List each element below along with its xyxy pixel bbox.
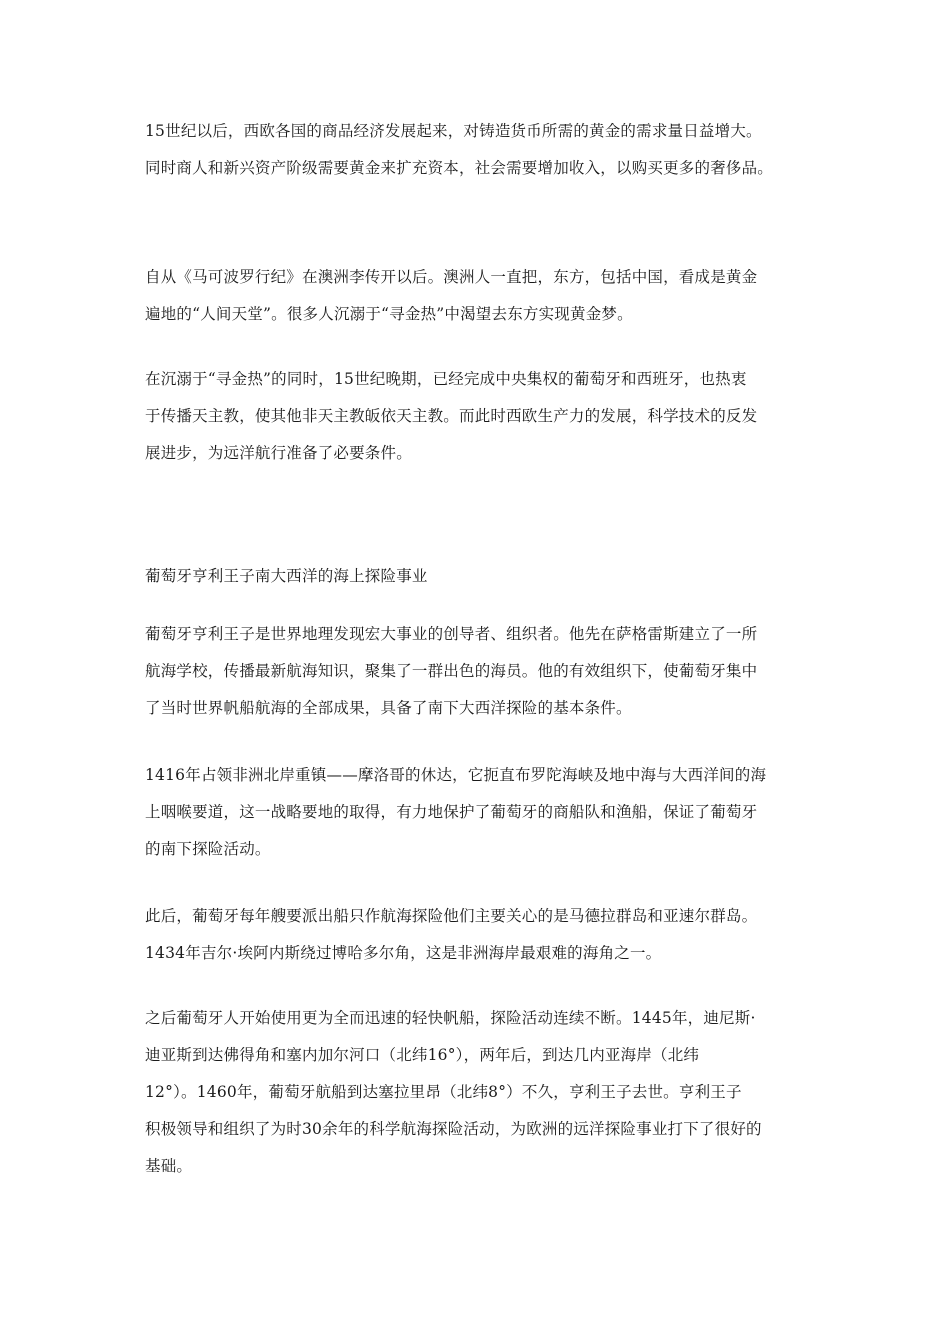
text-line: 12°）。1460年，葡萄牙航船到达塞拉里昂（北纬8°）不久，亨利王子去世。亨利王子 (145, 1083, 742, 1101)
text-line: 了当时世界帆船航海的全部成果，具备了南下大西洋探险的基本条件。 (145, 699, 632, 717)
text-line: 展进步，为远洋航行准备了必要条件。 (145, 444, 412, 462)
text-line: 在沉溺于“寻金热”的同时，15世纪晚期，已经完成中央集权的葡萄牙和西班牙，也热衷 (145, 370, 747, 388)
paragraph-gold-demand (145, 116, 810, 184)
paragraph-prince-henry (145, 619, 810, 724)
section-heading (145, 561, 810, 592)
text-line: 积极领导和组织了为时30余年的科学航海探险活动，为欧洲的远洋探险事业打下了很好的 (145, 1120, 762, 1138)
text-line: 基础。 (145, 1157, 193, 1175)
text-line: 1416年占领非洲北岸重镇——摩洛哥的休达，它扼直布罗陀海峡及地中海与大西洋间的海 (145, 766, 767, 784)
text-line: 迪亚斯到达佛得角和塞内加尔河口（北纬16°），两年后，到达几内亚海岸（北纬 (145, 1046, 700, 1064)
text-line: 葡萄牙亨利王子是世界地理发现宏大事业的创导者、组织者。他先在萨格雷斯建立了一所 (145, 625, 758, 643)
paragraph-caravels (145, 1003, 810, 1182)
text-line: 15世纪以后，西欧各国的商品经济发展起来，对铸造货币所需的黄金的需求量日益增大。 (145, 122, 762, 140)
paragraph-ceuta (145, 760, 810, 865)
text-line: 此后，葡萄牙每年艘要派出船只作航海探险他们主要关心的是马德拉群岛和亚速尔群岛。 (145, 907, 758, 925)
paragraph-expeditions (145, 901, 810, 969)
text-line: 自从《马可波罗行纪》在澳洲李传开以后。澳洲人一直把，东方，包括中国，看成是黄金 (145, 268, 758, 286)
text-line: 于传播天主教，使其他非天主教皈依天主教。而此时西欧生产力的发展，科学技术的反发 (145, 407, 758, 425)
text-line: 遍地的“人间天堂”。很多人沉溺于“寻金热”中渴望去东方实现黄金梦。 (145, 305, 633, 323)
paragraph-gold-rush (145, 364, 810, 469)
text-line: 的南下探险活动。 (145, 840, 271, 858)
paragraph-marco-polo (145, 262, 810, 330)
text-line: 1434年吉尔·埃阿内斯绕过博哈多尔角，这是非洲海岸最艰难的海角之一。 (145, 944, 662, 962)
text-line: 之后葡萄牙人开始使用更为全而迅速的轻快帆船，探险活动连续不断。1445年，迪尼斯· (145, 1009, 756, 1027)
text-line: 上咽喉要道，这一战略要地的取得，有力地保护了葡萄牙的商船队和渔船，保证了葡萄牙 (145, 803, 758, 821)
text-line: 同时商人和新兴资产阶级需要黄金来扩充资本，社会需要增加收入，以购买更多的奢侈品。 (145, 159, 774, 177)
text-line: 航海学校，传播最新航海知识，聚集了一群出色的海员。他的有效组织下，使葡萄牙集中 (145, 662, 758, 680)
heading-text: 葡萄牙亨利王子南大西洋的海上探险事业 (145, 567, 428, 585)
